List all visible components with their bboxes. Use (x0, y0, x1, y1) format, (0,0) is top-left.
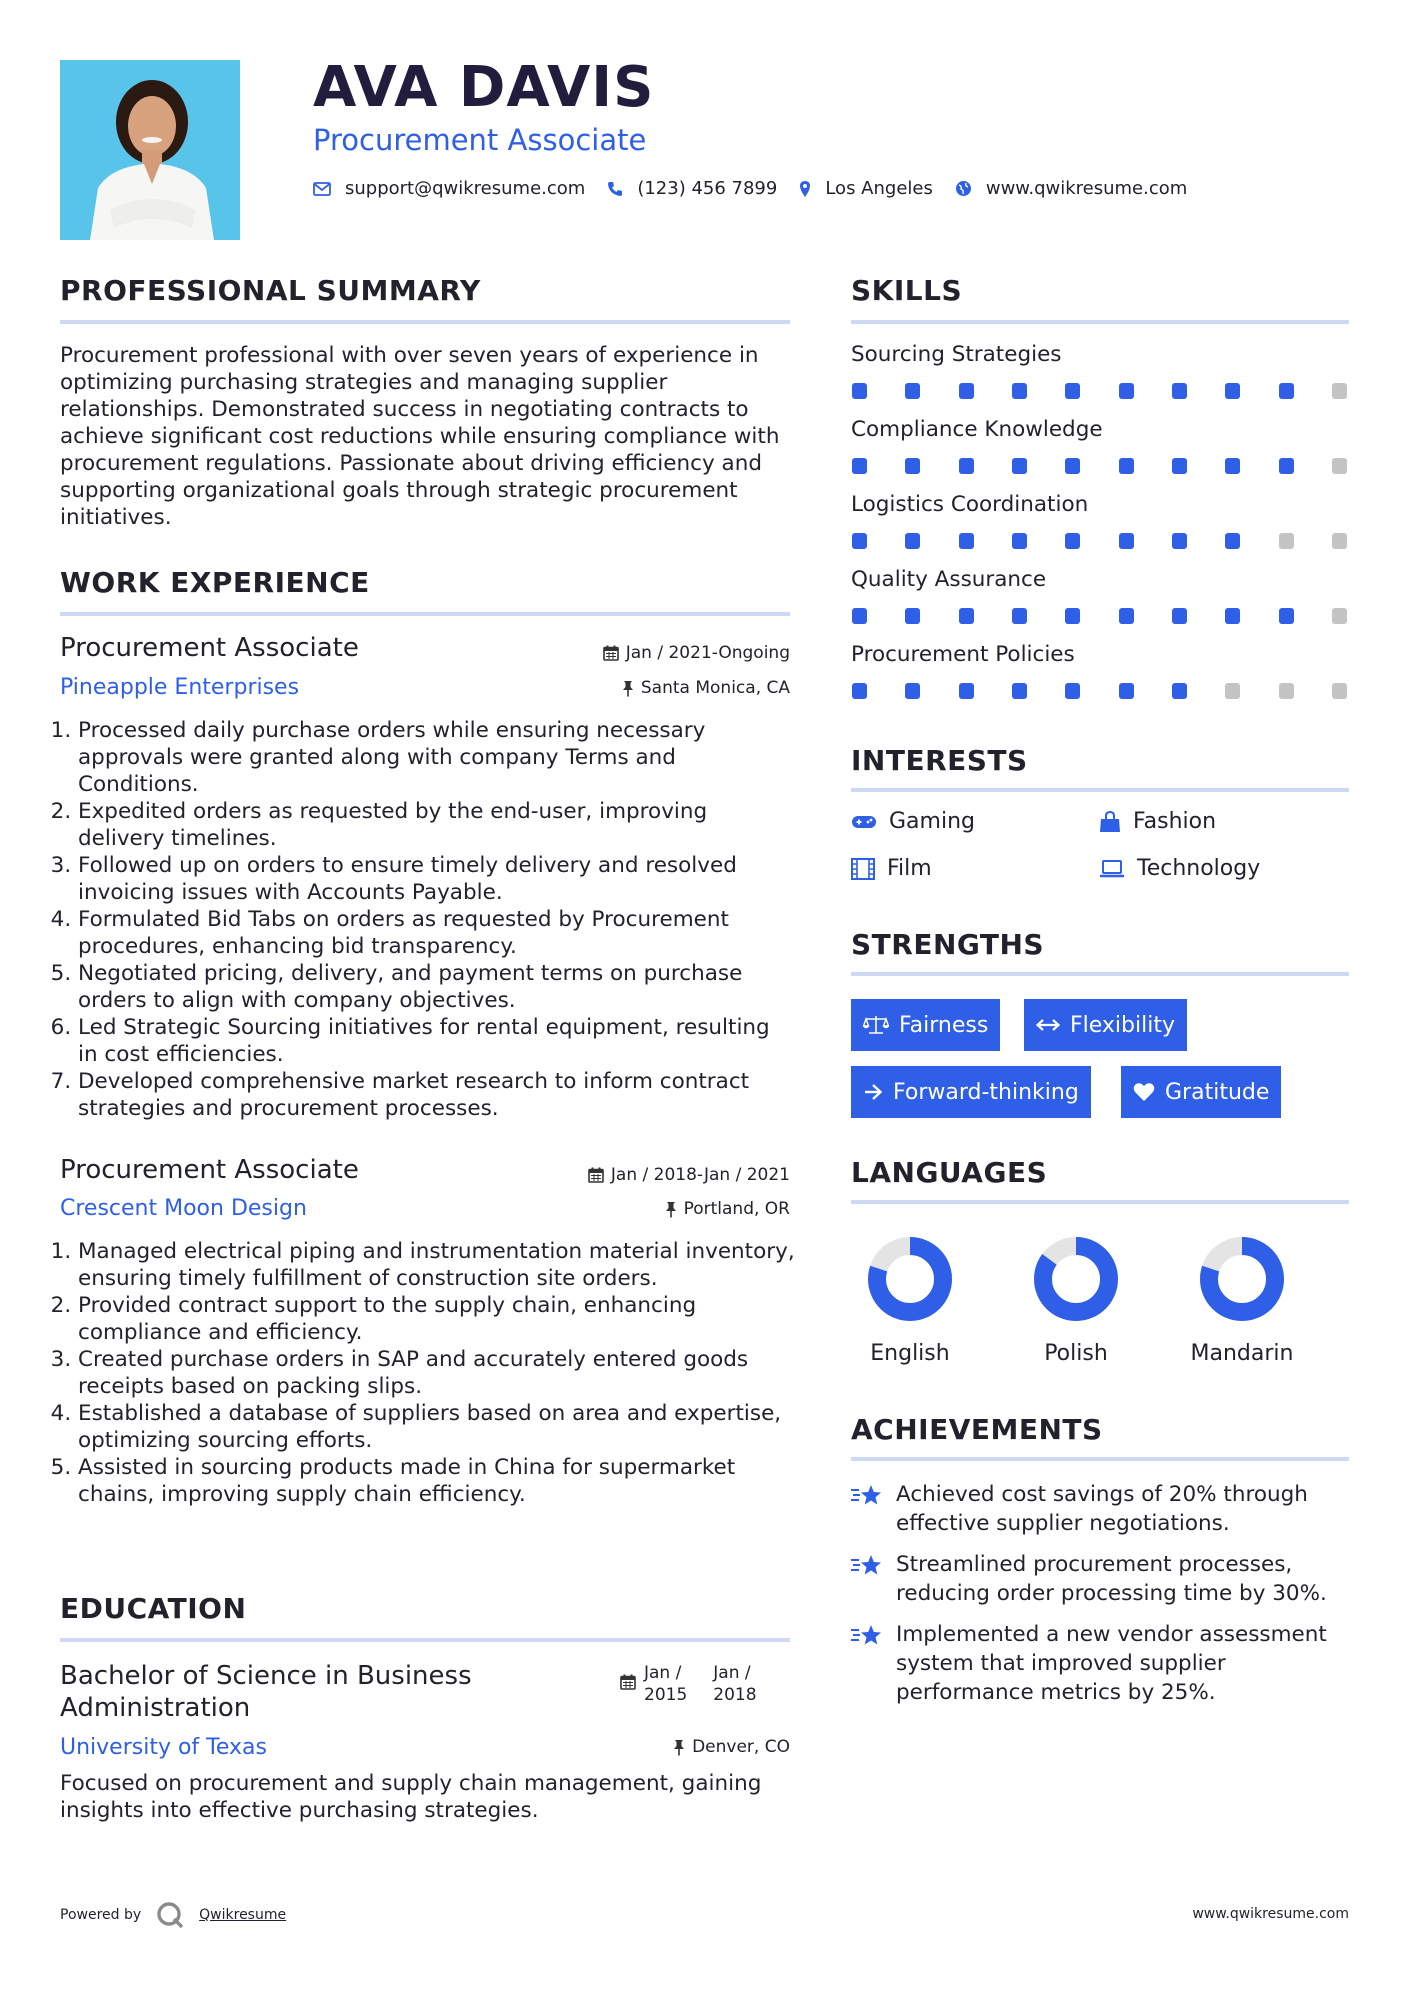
skill-dot (1065, 383, 1080, 399)
skill-name: Logistics Coordination (851, 492, 1089, 517)
skills-heading: SKILLS (851, 274, 963, 307)
skill-dot (1119, 383, 1134, 399)
summary-heading: PROFESSIONAL SUMMARY (60, 274, 481, 307)
interest-technology (1099, 856, 1260, 881)
list-item: 1. Managed electrical piping and instrumentation material inventory, ensuring timely fulfillment of construction site orders. (78, 1238, 795, 1292)
skill-dot (905, 383, 920, 399)
skill-name: Procurement Policies (851, 642, 1075, 667)
achievement-text: Implemented a new vendor assessment system that improved supplier performance metrics by 25%. (896, 1622, 1327, 1705)
gamepad-icon (851, 814, 877, 830)
skill-dot (1172, 458, 1187, 474)
education-location-text: Denver, CO (692, 1737, 790, 1757)
skill-dot (1332, 608, 1347, 624)
skill-rating (852, 683, 1352, 699)
skill-dot (959, 533, 974, 549)
candidate-role: Procurement Associate (313, 123, 647, 157)
powered-by-text: Powered by (60, 1907, 142, 1923)
interests-heading: INTERESTS (851, 744, 1028, 777)
arrow-right-icon (863, 1083, 883, 1101)
calendar-icon (620, 1674, 636, 1690)
language-label: English (870, 1341, 950, 1366)
education-location (480, 1737, 790, 1757)
website-text: www.qwikresume.com (985, 178, 1188, 199)
degree-line-2: Administration (60, 1693, 251, 1723)
skill-name: Compliance Knowledge (851, 417, 1103, 442)
skill-dot (852, 683, 867, 699)
skill-dot (852, 458, 867, 474)
skill-dot (1225, 683, 1240, 699)
envelope-icon (313, 182, 331, 196)
list-item: 5. Negotiated pricing, delivery, and payment terms on purchase orders to align with company objectives. (78, 960, 795, 1014)
skill-dot (905, 533, 920, 549)
skill-dot (959, 458, 974, 474)
list-item: 2. Provided contract support to the supply chain, enhancing compliance and efficiency. (78, 1292, 795, 1346)
interest-label: Gaming (889, 809, 975, 834)
skill-dot (959, 383, 974, 399)
skill-name: Quality Assurance (851, 567, 1047, 592)
list-item: 3. Created purchase orders in SAP and accurately entered goods receipts based on packing slips. (78, 1346, 795, 1400)
skill-dot (1332, 683, 1347, 699)
skill-dot (852, 608, 867, 624)
skill-dot (1172, 383, 1187, 399)
education-description: Focused on procurement and supply chain management, gaining insights into effective purchasing strategies. (60, 1771, 762, 1823)
summary-divider (60, 320, 790, 324)
contact-location (799, 178, 933, 199)
achievements-divider (851, 1457, 1349, 1461)
language-donut-english (866, 1235, 954, 1323)
skill-dot (1279, 683, 1294, 699)
list-item: 7. Developed comprehensive market research to inform contract strategies and procurement processes. (78, 1068, 795, 1122)
strength-label: Flexibility (1070, 1012, 1175, 1038)
interest-label: Technology (1137, 856, 1261, 881)
interest-gaming (851, 809, 975, 834)
strengths-heading: STRENGTHS (851, 928, 1045, 961)
education-end-year: 2018 (713, 1685, 757, 1705)
job-1-title: Procurement Associate (60, 633, 359, 663)
education-start (644, 1662, 687, 1706)
education-end (713, 1662, 756, 1706)
skill-dot (1119, 458, 1134, 474)
job-1-dates-text: Jan / 2021-Ongoing (625, 643, 790, 663)
strength-badge-forward-thinking (851, 1066, 1091, 1118)
calendar-icon (588, 1167, 604, 1183)
language-label: Polish (1044, 1341, 1108, 1366)
skill-dot (1279, 608, 1294, 624)
languages-heading: LANGUAGES (851, 1156, 1048, 1189)
job-2-location (480, 1199, 790, 1219)
strengths-divider (851, 972, 1349, 976)
skill-rating (852, 608, 1352, 624)
interest-fashion (1099, 809, 1216, 834)
list-item: 4. Formulated Bid Tabs on orders as requested by Procurement procedures, enhancing bid transparency. (78, 906, 795, 960)
job-1-dates (480, 643, 790, 663)
achievement-text: Achieved cost savings of 20% through effective supplier negotiations. (896, 1482, 1308, 1536)
language-label: Mandarin (1190, 1341, 1294, 1366)
skill-dot (1012, 683, 1027, 699)
strength-badge-gratitude (1121, 1066, 1281, 1118)
skill-dot (852, 533, 867, 549)
skill-dot (1065, 683, 1080, 699)
experience-heading: WORK EXPERIENCE (60, 566, 370, 599)
footer-url[interactable]: www.qwikresume.com (1192, 1906, 1349, 1922)
calendar-icon (603, 645, 619, 661)
achievement-item (850, 1550, 1360, 1608)
skill-dot (959, 608, 974, 624)
strength-label: Fairness (899, 1012, 989, 1038)
list-item: 1. Processed daily purchase orders while ensuring necessary approvals were granted along with company Terms and Conditions. (78, 717, 795, 798)
contact-phone[interactable] (607, 178, 777, 199)
skill-dot (1279, 458, 1294, 474)
skill-dot (905, 608, 920, 624)
education-start-month: Jan / (644, 1663, 682, 1683)
skill-dot (959, 683, 974, 699)
skill-dot (1332, 458, 1347, 474)
skill-dot (905, 683, 920, 699)
contact-email[interactable] (313, 178, 585, 199)
skill-dot (1172, 683, 1187, 699)
achievement-item (850, 1480, 1360, 1538)
skill-dot (1172, 608, 1187, 624)
list-item: 5. Assisted in sourcing products made in China for supermarket chains, improving supply chain efficiency. (78, 1454, 795, 1508)
map-pin-icon (799, 180, 811, 198)
job-2-bullets (60, 1238, 795, 1508)
skill-dot (905, 458, 920, 474)
education-start-year: 2015 (644, 1685, 688, 1705)
skill-dot (1065, 458, 1080, 474)
shooting-star-icon (850, 1622, 884, 1650)
language-donut-polish (1032, 1235, 1120, 1323)
skill-dot (1012, 533, 1027, 549)
skill-dot (1012, 458, 1027, 474)
shopping-bag-icon (1099, 811, 1121, 833)
skill-dot (1065, 533, 1080, 549)
skill-rating (852, 533, 1352, 549)
phone-text: (123) 456 7899 (637, 178, 778, 199)
skill-dot (1012, 608, 1027, 624)
contact-website[interactable] (955, 178, 1187, 199)
skill-dot (1225, 383, 1240, 399)
achievement-item (850, 1620, 1360, 1707)
skill-dot (1119, 533, 1134, 549)
education-dates (620, 1662, 757, 1706)
school-name: University of Texas (60, 1735, 267, 1760)
email-text: support@qwikresume.com (345, 178, 586, 199)
interest-label: Film (887, 856, 932, 881)
education-end-month: Jan / (713, 1663, 751, 1683)
pushpin-icon (665, 1201, 677, 1218)
qwikresume-link[interactable]: Qwikresume (199, 1907, 287, 1923)
job-2-dates-text: Jan / 2018-Jan / 2021 (610, 1165, 790, 1185)
job-1-bullets (60, 717, 795, 1122)
pushpin-icon (673, 1739, 685, 1756)
summary-text: Procurement professional with over seven years of experience in optimizing purchasing strategies and managing supplier relationships. Demonstrated success in negotiating contracts to achieve significant cost reductions while ensuring compliance with procurement regulations. Passionate about driving efficiency and supporting organizational goals through strategic procurement initiatives. (60, 343, 780, 530)
list-item: 4. Established a database of suppliers based on area and expertise, optimizing sourcing efforts. (78, 1400, 795, 1454)
strength-badge-flexibility (1024, 999, 1187, 1051)
skill-dot (1225, 533, 1240, 549)
list-item: 3. Followed up on orders to ensure timely delivery and resolved invoicing issues with Accounts Payable. (78, 852, 795, 906)
shooting-star-icon (850, 1482, 884, 1510)
job-1-location-text: Santa Monica, CA (640, 678, 790, 698)
languages-divider (851, 1200, 1349, 1204)
interests-divider (851, 788, 1349, 792)
pushpin-icon (622, 680, 634, 697)
list-item: 6. Led Strategic Sourcing initiatives for rental equipment, resulting in cost efficiencies. (78, 1014, 795, 1068)
skill-dot (1279, 383, 1294, 399)
skill-dot (1119, 683, 1134, 699)
experience-divider (60, 612, 790, 616)
job-2-title: Procurement Associate (60, 1155, 359, 1185)
shooting-star-icon (850, 1552, 884, 1580)
skill-dot (1172, 533, 1187, 549)
interest-film (851, 856, 932, 881)
job-2-location-text: Portland, OR (683, 1199, 790, 1219)
footer-powered-by (60, 1900, 286, 1930)
strength-label: Gratitude (1165, 1079, 1270, 1105)
skill-dot (1012, 383, 1027, 399)
job-1-location (480, 678, 790, 698)
job-1-company: Pineapple Enterprises (60, 675, 300, 700)
location-text: Los Angeles (825, 178, 933, 199)
contact-bar (313, 178, 1209, 199)
education-divider (60, 1638, 790, 1642)
skill-dot (1065, 608, 1080, 624)
portrait-image (60, 60, 240, 240)
qwikresume-logo-icon (155, 1900, 185, 1930)
phone-icon (607, 181, 623, 197)
skill-dot (1225, 608, 1240, 624)
heart-icon (1133, 1082, 1155, 1102)
strength-badge-fairness (851, 999, 1000, 1051)
globe-icon (955, 180, 972, 197)
skills-divider (851, 320, 1349, 324)
interest-label: Fashion (1133, 809, 1217, 834)
language-donut-mandarin (1198, 1235, 1286, 1323)
candidate-name: AVA DAVIS (313, 55, 655, 120)
skill-rating (852, 383, 1352, 399)
skill-dot (1332, 533, 1347, 549)
list-item: 2. Expedited orders as requested by the end-user, improving delivery timelines. (78, 798, 795, 852)
laptop-icon (1099, 860, 1125, 878)
skill-dot (1279, 533, 1294, 549)
strength-label: Forward-thinking (893, 1079, 1079, 1105)
education-heading: EDUCATION (60, 1592, 247, 1625)
skill-dot (1225, 458, 1240, 474)
scale-icon (863, 1015, 889, 1035)
profile-photo (60, 60, 240, 240)
achievements-heading: ACHIEVEMENTS (851, 1413, 1103, 1446)
film-icon (851, 858, 875, 880)
job-2-company: Crescent Moon Design (60, 1196, 307, 1221)
degree-title (60, 1660, 472, 1724)
skill-name: Sourcing Strategies (851, 342, 1062, 367)
job-2-dates (480, 1165, 790, 1185)
skill-rating (852, 458, 1352, 474)
degree-line-1: Bachelor of Science in Business (60, 1661, 472, 1691)
skill-dot (1332, 383, 1347, 399)
arrows-horizontal-icon (1036, 1018, 1060, 1032)
achievement-text: Streamlined procurement processes, reducing order processing time by 30%. (896, 1552, 1327, 1606)
skill-dot (852, 383, 867, 399)
skill-dot (1119, 608, 1134, 624)
